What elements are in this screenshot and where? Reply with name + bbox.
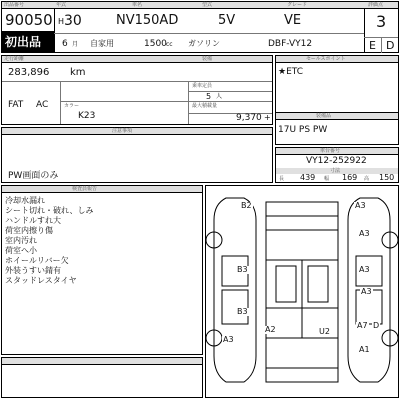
finding-item: 外装うすい錆有: [5, 266, 61, 275]
first-listing-text: 初出品: [5, 35, 42, 49]
bottom-label-strip: [2, 358, 202, 365]
height-label: 高: [364, 176, 370, 182]
height-value: 150: [379, 173, 395, 182]
finding-item: 荷室へ小: [5, 246, 37, 255]
remarks-value: PW画面のみ: [8, 171, 59, 181]
car-name-label: 車名: [132, 2, 143, 8]
damage-mark: A3: [359, 229, 370, 238]
car-diagram-block: [205, 185, 399, 398]
load-value: 9,370: [236, 113, 262, 123]
score-label: 評価点: [368, 2, 384, 8]
damage-mark: A7: [357, 321, 368, 330]
interior-grade: E: [369, 39, 376, 52]
lot-number: 90050: [5, 11, 53, 29]
doors-value: 5V: [218, 13, 236, 28]
grade-value: VE: [284, 13, 302, 28]
chassis-value: VY12-252922: [306, 156, 367, 166]
finding-item: シート切れ・破れ、しみ: [5, 206, 94, 215]
finding-item: 荷室内擦り傷: [5, 226, 53, 235]
exterior-grade: D: [386, 39, 395, 52]
seats-value: 5: [206, 92, 212, 101]
first-listing-badge: [2, 32, 54, 53]
damage-mark: A3: [223, 335, 234, 344]
damage-mark: A3: [361, 287, 372, 296]
seats-label: 乗車定員: [192, 83, 213, 89]
year-era: H: [58, 17, 65, 26]
length-value: 439: [300, 173, 316, 182]
grade-label: グレード: [287, 2, 308, 8]
year-label: 年式: [56, 2, 67, 8]
remarks-label-strip: [2, 128, 272, 135]
bottom-notes-block: [1, 357, 203, 398]
finding-item: 冷却水漏れ: [5, 196, 45, 205]
size-label: 寸法: [330, 168, 341, 174]
damage-mark: B3: [237, 307, 248, 316]
month-unit: 月: [72, 41, 79, 48]
model-label: 型式: [202, 2, 213, 8]
color-label: カラー: [64, 103, 80, 109]
year-value: 30: [64, 13, 82, 29]
damage-mark: A1: [359, 345, 370, 354]
usage-value: 自家用: [90, 39, 114, 48]
chassis-block: [275, 147, 399, 183]
remarks-block: [1, 127, 273, 183]
load-label: 最大積載量: [192, 103, 218, 109]
score-value: 3: [376, 12, 387, 31]
remarks-label: 注意事項: [112, 128, 133, 134]
finding-item: ハンドルすれ大: [5, 216, 61, 225]
model-code: NV150AD: [116, 13, 179, 28]
finding-item: ホイールリバー欠: [5, 256, 69, 265]
damage-mark: A2: [265, 325, 276, 334]
chassis-label: 車台番号: [320, 148, 341, 154]
finding-item: スタッドレスタイヤ: [5, 276, 77, 285]
inspector-label-strip: [2, 186, 202, 193]
transmission-value: FAT: [8, 100, 24, 110]
damage-mark: A3: [359, 265, 370, 274]
specs-label-strip: [2, 56, 272, 63]
damage-mark: B3: [237, 265, 248, 274]
color-code: K23: [78, 111, 96, 121]
mileage-label: 走行距離: [4, 56, 25, 62]
load-unit: +: [264, 113, 271, 122]
width-label: 幅: [324, 176, 330, 182]
model-type-value: DBF-VY12: [268, 39, 313, 49]
lot-label: 出品番号: [4, 2, 25, 8]
width-value: 169: [342, 173, 358, 182]
finding-item: 室内汚れ: [5, 236, 37, 245]
damage-mark: D: [373, 321, 380, 330]
mileage-value: 283,896: [8, 67, 50, 78]
options-value: ★ETC: [278, 67, 304, 77]
options-label: セールスポイント: [306, 56, 346, 62]
month-value: 6: [62, 39, 68, 49]
equipment-label: 装備: [202, 56, 213, 62]
equipment-block: [275, 55, 399, 145]
seats-unit: 人: [216, 93, 223, 100]
features-label: 装備品: [316, 113, 332, 119]
displacement-unit: cc: [166, 41, 173, 48]
specs-block: [1, 55, 273, 125]
inspection-block: [1, 185, 203, 355]
header-block: [1, 1, 399, 53]
damage-mark: B2: [241, 201, 252, 210]
damage-mark: U2: [319, 327, 330, 336]
mileage-unit: km: [70, 67, 86, 78]
length-label: 長: [279, 176, 285, 182]
damage-mark: A3: [355, 201, 366, 210]
inspector-label: 検査員報告: [72, 186, 98, 192]
fuel-value: ガソリン: [188, 39, 220, 48]
findings-list: [5, 197, 93, 287]
features-value: 17U PS PW: [278, 125, 328, 135]
ac-value: AC: [36, 100, 49, 110]
displacement-value: 1500: [144, 39, 167, 49]
